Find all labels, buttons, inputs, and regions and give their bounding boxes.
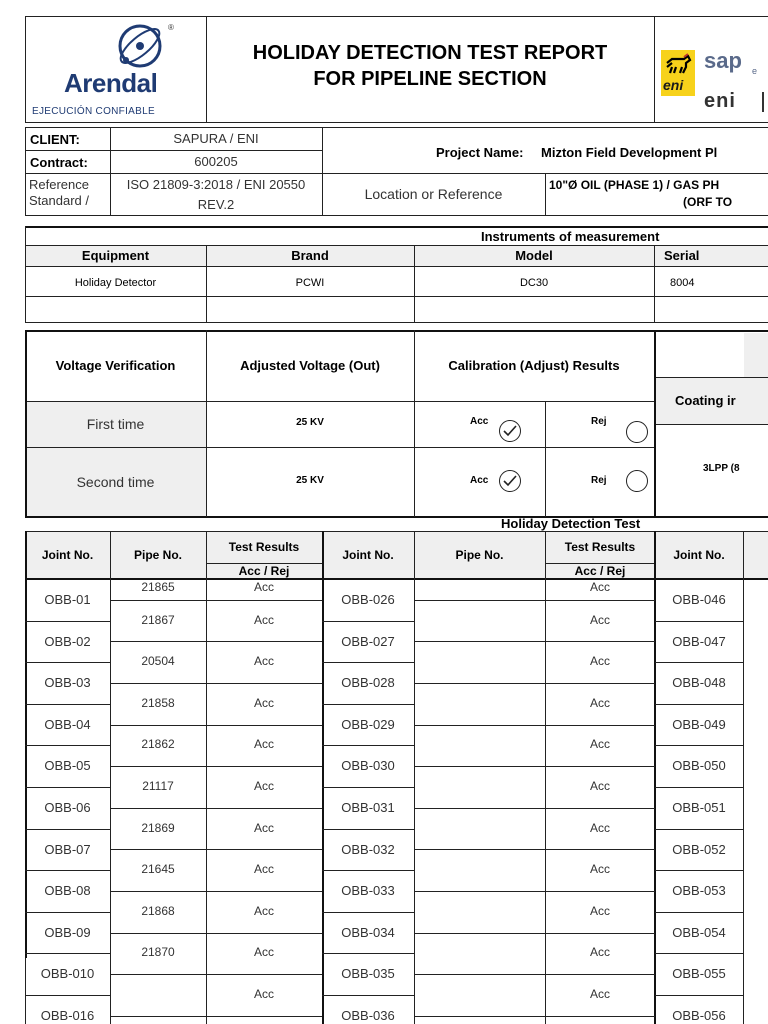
logo-globe-icon [110, 22, 172, 70]
report-title-line1: HOLIDAY DETECTION TEST REPORT [252, 42, 608, 64]
reference-value-l1: ISO 21809-3:2018 / ENI 20550 [126, 177, 306, 192]
sapura-logo-text: sap [704, 48, 742, 73]
holiday-test-title: Holiday Detection Test [501, 516, 641, 531]
adjusted-voltage-header: Adjusted Voltage (Out) [240, 358, 380, 373]
test-result: Acc [253, 696, 274, 710]
voltage-row-value: 25 KV [296, 475, 324, 486]
instruments-title: Instruments of measurement [481, 229, 660, 244]
test-result: Acc [253, 779, 274, 793]
test-result: Acc [253, 945, 274, 959]
joint-no: OBB-03 [44, 675, 91, 690]
joint-no: OBB-027 [341, 634, 395, 649]
reference-value-l2: REV.2 [197, 197, 235, 212]
report-title-line2: FOR PIPELINE SECTION [313, 68, 547, 90]
pipe-no: 21858 [141, 696, 175, 710]
acc-label: Acc [470, 416, 489, 427]
joint-no: OBB-029 [341, 717, 395, 732]
col-equipment: Equipment [81, 248, 150, 263]
rej-label: Rej [591, 416, 607, 427]
test-result: Acc [589, 945, 610, 959]
contract-label: Contract: [30, 155, 88, 170]
eni-badge-text: eni [663, 77, 684, 93]
joint-no: OBB-046 [672, 592, 726, 607]
col-joint-2: Joint No. [342, 548, 394, 562]
joint-no: OBB-055 [672, 966, 726, 981]
test-result: Acc [589, 987, 610, 1001]
pipe-no: 21867 [141, 613, 175, 627]
brand-tagline: EJECUCIÓN CONFIABLE [32, 106, 155, 117]
col-brand: Brand [291, 248, 329, 263]
pipe-no: 21117 [142, 779, 174, 793]
joint-no: OBB-051 [672, 800, 726, 815]
joint-no: OBB-09 [44, 925, 91, 940]
joint-no: OBB-032 [341, 842, 395, 857]
test-result: Acc [589, 580, 610, 594]
joint-no: OBB-02 [44, 634, 91, 649]
col-model: Model [515, 248, 553, 263]
test-result: Acc [253, 613, 274, 627]
joint-no: OBB-06 [44, 800, 91, 815]
voltage-row-label: Second time [76, 474, 155, 490]
joint-no: OBB-08 [44, 883, 91, 898]
joint-no: OBB-047 [672, 634, 726, 649]
acc-label: Acc [470, 475, 489, 486]
joint-no: OBB-016 [40, 1008, 95, 1023]
client-value: SAPURA / ENI [173, 131, 259, 146]
acc-checked-icon[interactable] [499, 420, 521, 442]
col-pipe-1: Pipe No. [133, 548, 182, 562]
test-result: Acc [589, 613, 610, 627]
eni-logo-text: eni [704, 90, 736, 112]
test-result: Acc [589, 821, 610, 835]
joint-no: OBB-035 [341, 966, 395, 981]
test-result: Acc [253, 654, 274, 668]
pipe-no: 21869 [141, 821, 175, 835]
col-joint-3: Joint No. [673, 548, 725, 562]
test-result: Acc [589, 654, 610, 668]
sapura-logo-sub: e [752, 66, 758, 76]
joint-no: OBB-030 [341, 758, 395, 773]
pipe-no: 21865 [141, 580, 175, 594]
col-pipe-2: Pipe No. [455, 548, 504, 562]
joint-no: OBB-034 [341, 925, 395, 940]
reference-label-l1: Reference [29, 177, 89, 192]
instrument-model: DC30 [519, 277, 549, 289]
location-label: Location or Reference [364, 186, 503, 202]
joint-no: OBB-048 [672, 675, 726, 690]
instrument-serial: 8004 [670, 277, 695, 289]
coating-value: 3LPP (8 [703, 463, 740, 474]
joint-no: OBB-026 [341, 592, 395, 607]
test-result: Acc [589, 737, 610, 751]
client-label: CLIENT: [30, 132, 80, 147]
test-result: Acc [253, 987, 274, 1001]
joint-no: OBB-031 [341, 800, 395, 815]
voltage-row-label: First time [86, 416, 145, 432]
pipe-no: 21862 [141, 737, 175, 751]
col-joint-1: Joint No. [41, 548, 94, 562]
joint-no: OBB-028 [341, 675, 395, 690]
joint-no: OBB-053 [672, 883, 726, 898]
instrument-brand: PCWI [295, 277, 325, 289]
joint-no: OBB-052 [672, 842, 726, 857]
brand-name: Arendal [64, 68, 158, 98]
acc-checked-icon[interactable] [499, 470, 521, 492]
rej-label: Rej [591, 475, 607, 486]
instrument-equipment: Holiday Detector [74, 277, 157, 289]
reference-label-l2: Standard / [29, 193, 89, 208]
joint-no: OBB-010 [40, 966, 95, 981]
col-results-sub-2: Acc / Rej [574, 564, 626, 578]
voltage-verification-header: Voltage Verification [55, 358, 176, 373]
contract-value: 600205 [194, 154, 238, 169]
pipe-no: 21645 [141, 862, 175, 876]
pipe-no: 20504 [141, 654, 175, 668]
rej-unchecked-icon[interactable] [626, 470, 648, 492]
pipe-no: 21870 [141, 945, 175, 959]
col-results-2: Test Results [564, 540, 636, 554]
test-result: Acc [253, 737, 274, 751]
six-legged-dog-icon [664, 53, 692, 75]
test-result: Acc [589, 904, 610, 918]
location-value-l2: (ORF TO [683, 195, 733, 209]
joint-no: OBB-050 [672, 758, 726, 773]
test-result: Acc [589, 862, 610, 876]
col-results-sub-1: Acc / Rej [238, 564, 290, 578]
location-value-l1: 10"Ø OIL (PHASE 1) / GAS PH [549, 178, 720, 192]
col-results-1: Test Results [228, 540, 300, 554]
rej-unchecked-icon[interactable] [626, 421, 648, 443]
joint-no: OBB-07 [44, 842, 91, 857]
joint-no: OBB-054 [672, 925, 726, 940]
test-result: Acc [253, 862, 274, 876]
test-result: Acc [589, 696, 610, 710]
test-result: Acc [253, 580, 274, 594]
joint-no: OBB-04 [44, 717, 91, 732]
col-serial: Serial [664, 248, 700, 263]
joint-no: OBB-056 [672, 1008, 726, 1023]
joint-no: OBB-01 [44, 592, 91, 607]
test-result: Acc [253, 904, 274, 918]
coating-header: Coating ir [675, 393, 736, 408]
joint-no: OBB-033 [341, 883, 395, 898]
test-result: Acc [253, 821, 274, 835]
voltage-row-value: 25 KV [296, 417, 324, 428]
joint-no: OBB-049 [672, 717, 726, 732]
pipe-no: 21868 [141, 904, 175, 918]
eni-dog-logo [661, 50, 695, 96]
test-result: Acc [589, 779, 610, 793]
svg-text:®: ® [168, 23, 174, 32]
joint-no: OBB-036 [341, 1008, 395, 1023]
joint-no: OBB-05 [44, 758, 91, 773]
project-value: Mizton Field Development Pl [541, 145, 718, 160]
project-label: Project Name: [436, 145, 524, 160]
calibration-results-header: Calibration (Adjust) Results [448, 358, 620, 373]
